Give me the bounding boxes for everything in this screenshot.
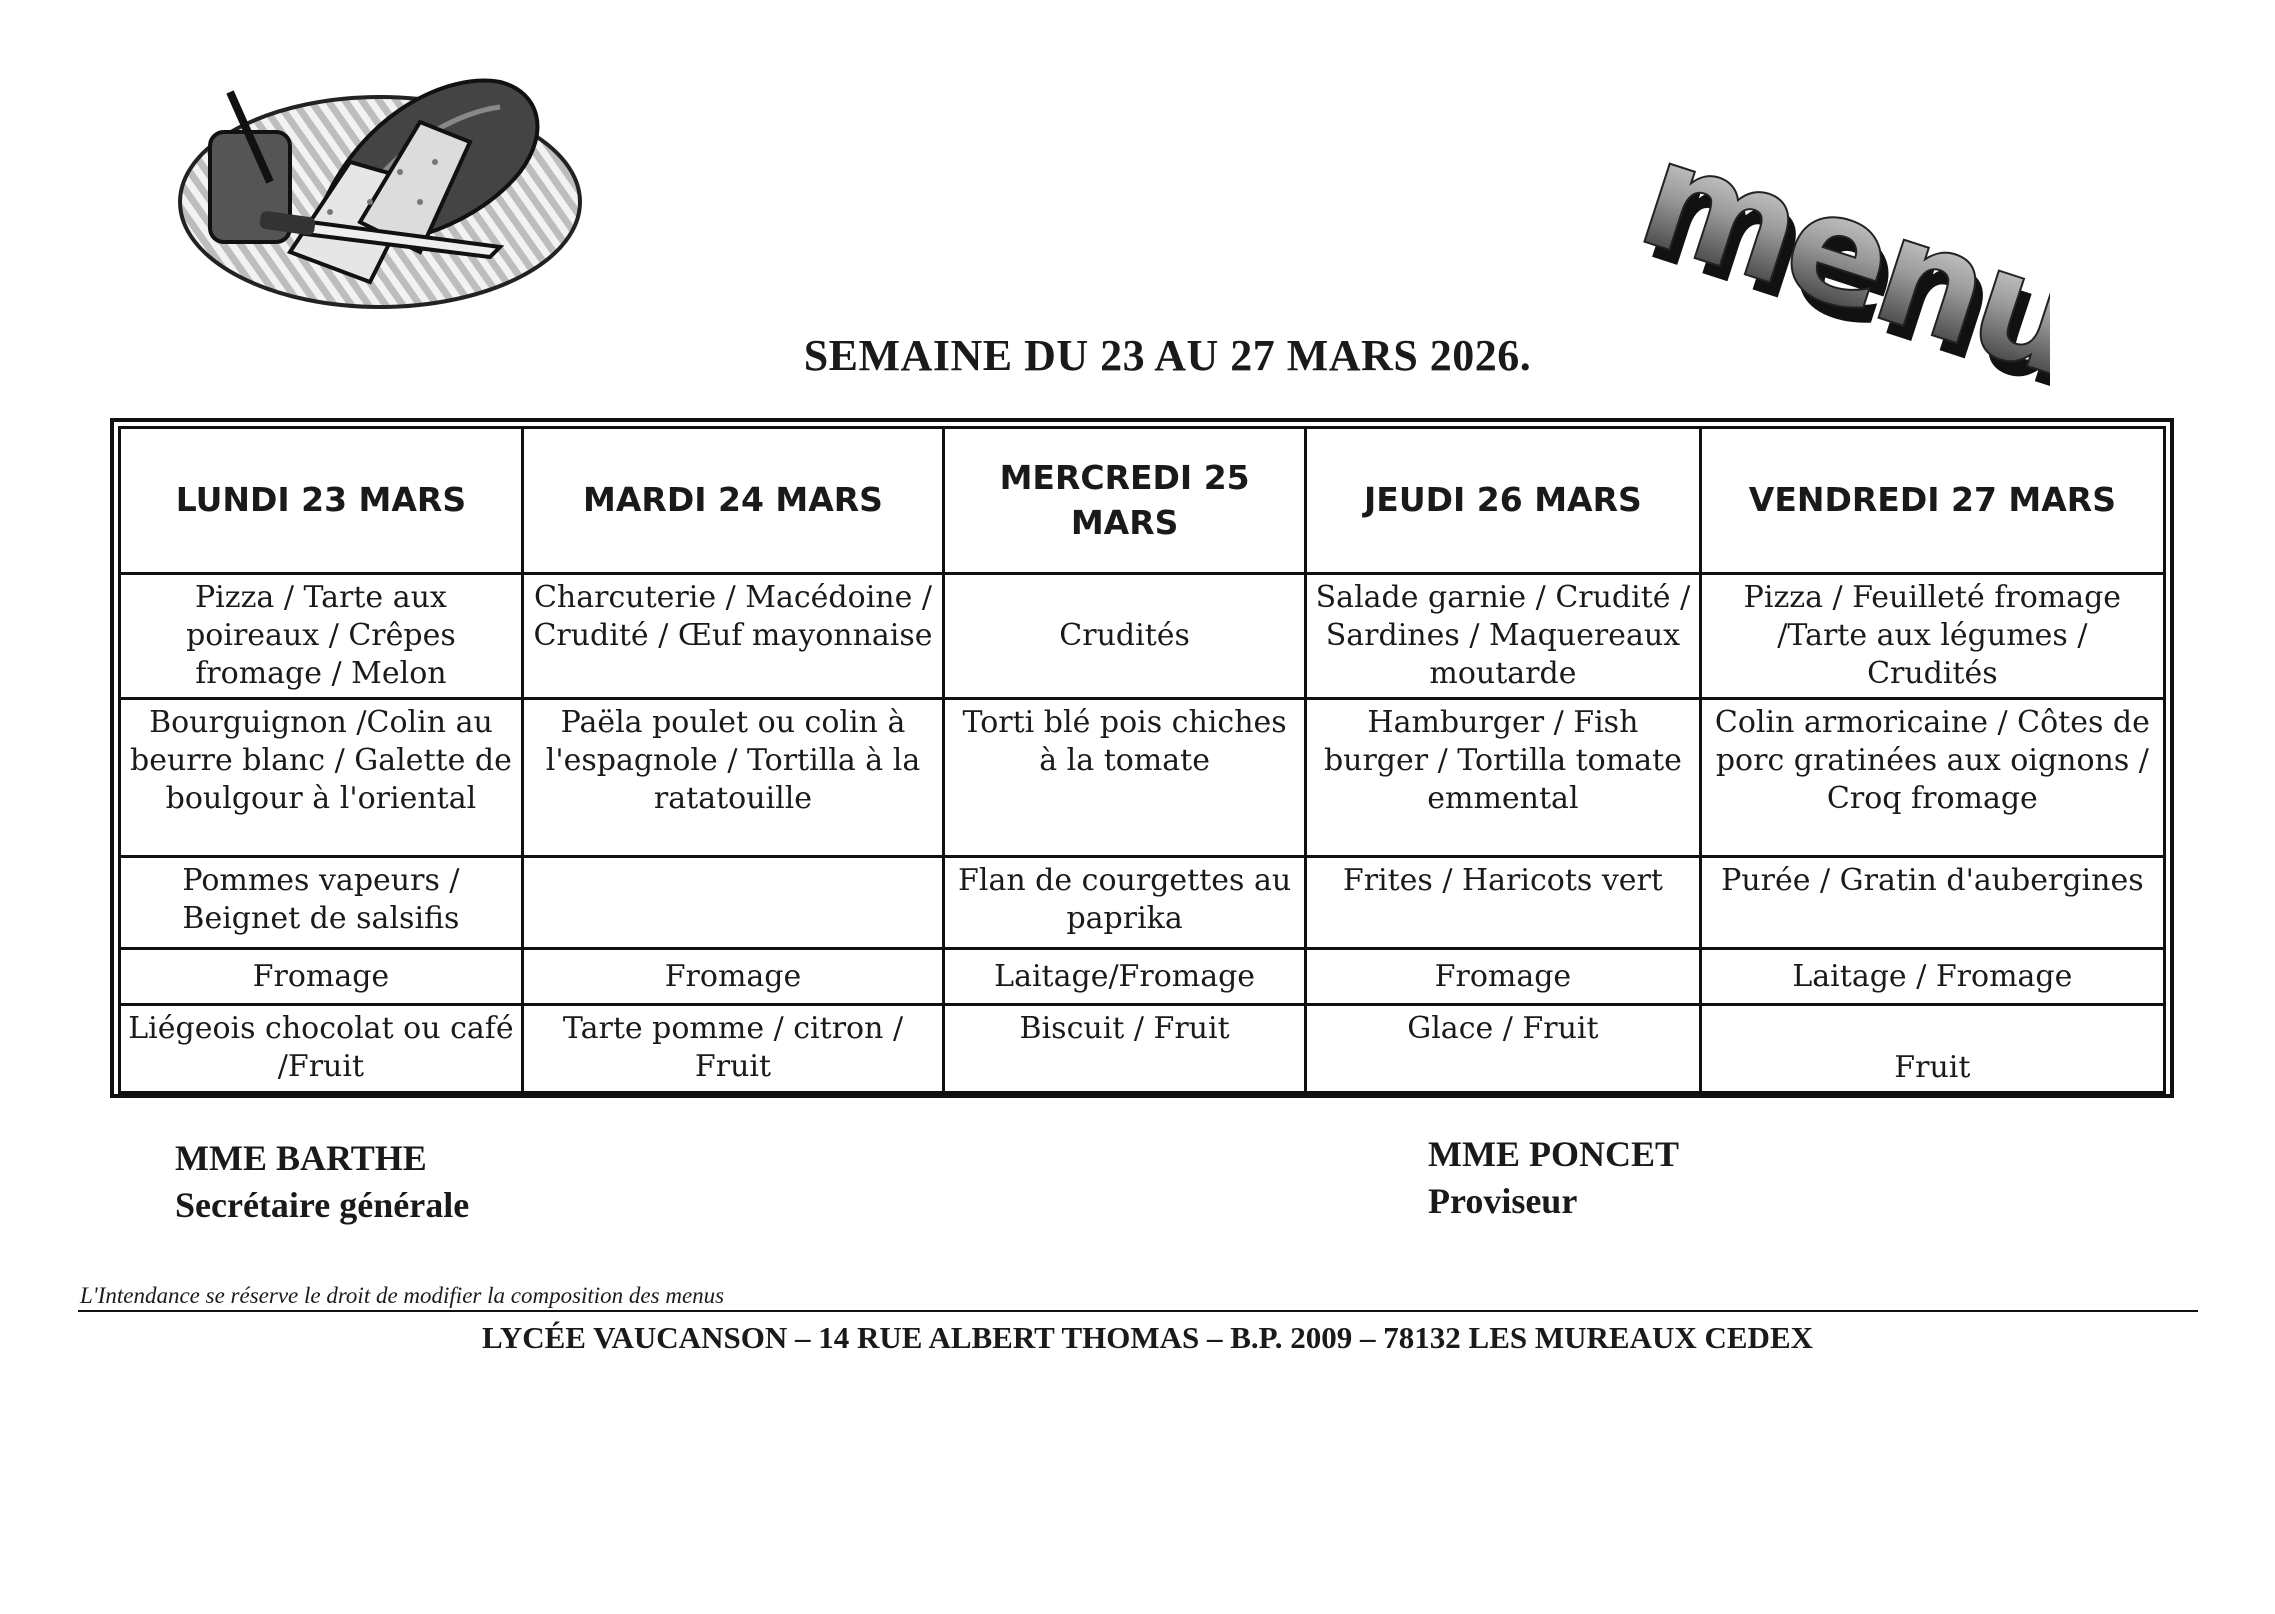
menu-cell: Tarte pomme / citron / Fruit bbox=[522, 1005, 943, 1093]
day-header-friday: VENDREDI 27 MARS bbox=[1700, 428, 2164, 574]
menu-cell: Laitage/Fromage bbox=[944, 949, 1306, 1005]
signatory-name: MME PONCET bbox=[1428, 1134, 1679, 1174]
menu-cell: Frites / Haricots vert bbox=[1306, 857, 1701, 949]
menu-cell: Fromage bbox=[120, 949, 523, 1005]
svg-text:menu: menu bbox=[1629, 140, 2050, 410]
signature-left bbox=[175, 1135, 469, 1229]
starters-row bbox=[120, 574, 2165, 699]
desserts-row bbox=[120, 1005, 2165, 1093]
menu-cell: Bourguignon /Colin au beurre blanc / Galette de boulgour à l'oriental bbox=[120, 699, 523, 857]
menu-cell: Crudités bbox=[944, 574, 1306, 699]
menu-cell: Charcuterie / Macédoine / Crudité / Œuf mayonnaise bbox=[522, 574, 943, 699]
signature-right bbox=[1428, 1131, 1679, 1225]
menu-cell: Colin armoricaine / Côtes de porc gratinées aux oignons / Croq fromage bbox=[1700, 699, 2164, 857]
day-header-tuesday: MARDI 24 MARS bbox=[522, 428, 943, 574]
week-title: SEMAINE DU 23 AU 27 MARS 2026. bbox=[803, 331, 1532, 380]
disclaimer-note: L'Intendance se réserve le droit de modifier la composition des menus bbox=[80, 1283, 725, 1308]
menu-cell: Pizza / Tarte aux poireaux / Crêpes fromage / Melon bbox=[120, 574, 523, 699]
menu-cell: Fromage bbox=[522, 949, 943, 1005]
svg-text:menu: menu bbox=[1621, 140, 2050, 410]
school-address: LYCÉE VAUCANSON – 14 RUE ALBERT THOMAS – B.P. 2009 – 78132 LES MUREAUX CEDEX bbox=[481, 1320, 1814, 1355]
side-dishes-row bbox=[120, 857, 2165, 949]
menu-cell: Glace / Fruit bbox=[1306, 1005, 1701, 1093]
main-dishes-row bbox=[120, 699, 2165, 857]
menu-cell: Hamburger / Fish burger / Tortilla tomate emmental bbox=[1306, 699, 1701, 857]
menu-cell: Flan de courgettes au paprika bbox=[944, 857, 1306, 949]
menu-cell: Pizza / Feuilleté fromage /Tarte aux légumes / Crudités bbox=[1700, 574, 2164, 699]
signatory-title: Secrétaire générale bbox=[175, 1184, 470, 1225]
menu-cell: Salade garnie / Crudité / Sardines / Maquereaux moutarde bbox=[1306, 574, 1701, 699]
dairy-row bbox=[120, 949, 2165, 1005]
day-header-row bbox=[120, 428, 2165, 574]
day-header-wednesday: MERCREDI 25 MARS bbox=[944, 428, 1306, 574]
bread-plate-clipart bbox=[170, 52, 590, 322]
menu-cell: Pommes vapeurs / Beignet de salsifis bbox=[120, 857, 523, 949]
menu-cell: Fromage bbox=[1306, 949, 1701, 1005]
menu-cell: Torti blé pois chiches à la tomate bbox=[944, 699, 1306, 857]
menu-cell: Laitage / Fromage bbox=[1700, 949, 2164, 1005]
footer-divider bbox=[78, 1310, 2198, 1312]
menu-cell: Purée / Gratin d'aubergines bbox=[1700, 857, 2164, 949]
day-header-thursday: JEUDI 26 MARS bbox=[1306, 428, 1701, 574]
day-header-monday: LUNDI 23 MARS bbox=[120, 428, 523, 574]
menu-cell: Biscuit / Fruit bbox=[944, 1005, 1306, 1093]
signatory-name: MME BARTHE bbox=[175, 1138, 427, 1178]
menu-cell: Fruit bbox=[1700, 1005, 2164, 1093]
weekly-menu-table bbox=[110, 418, 2174, 1098]
menu-cell bbox=[522, 857, 943, 949]
menu-cell: Liégeois chocolat ou café /Fruit bbox=[120, 1005, 523, 1093]
signatory-title: Proviseur bbox=[1428, 1180, 1578, 1221]
menu-cell: Paëla poulet ou colin à l'espagnole / Tortilla à la ratatouille bbox=[522, 699, 943, 857]
